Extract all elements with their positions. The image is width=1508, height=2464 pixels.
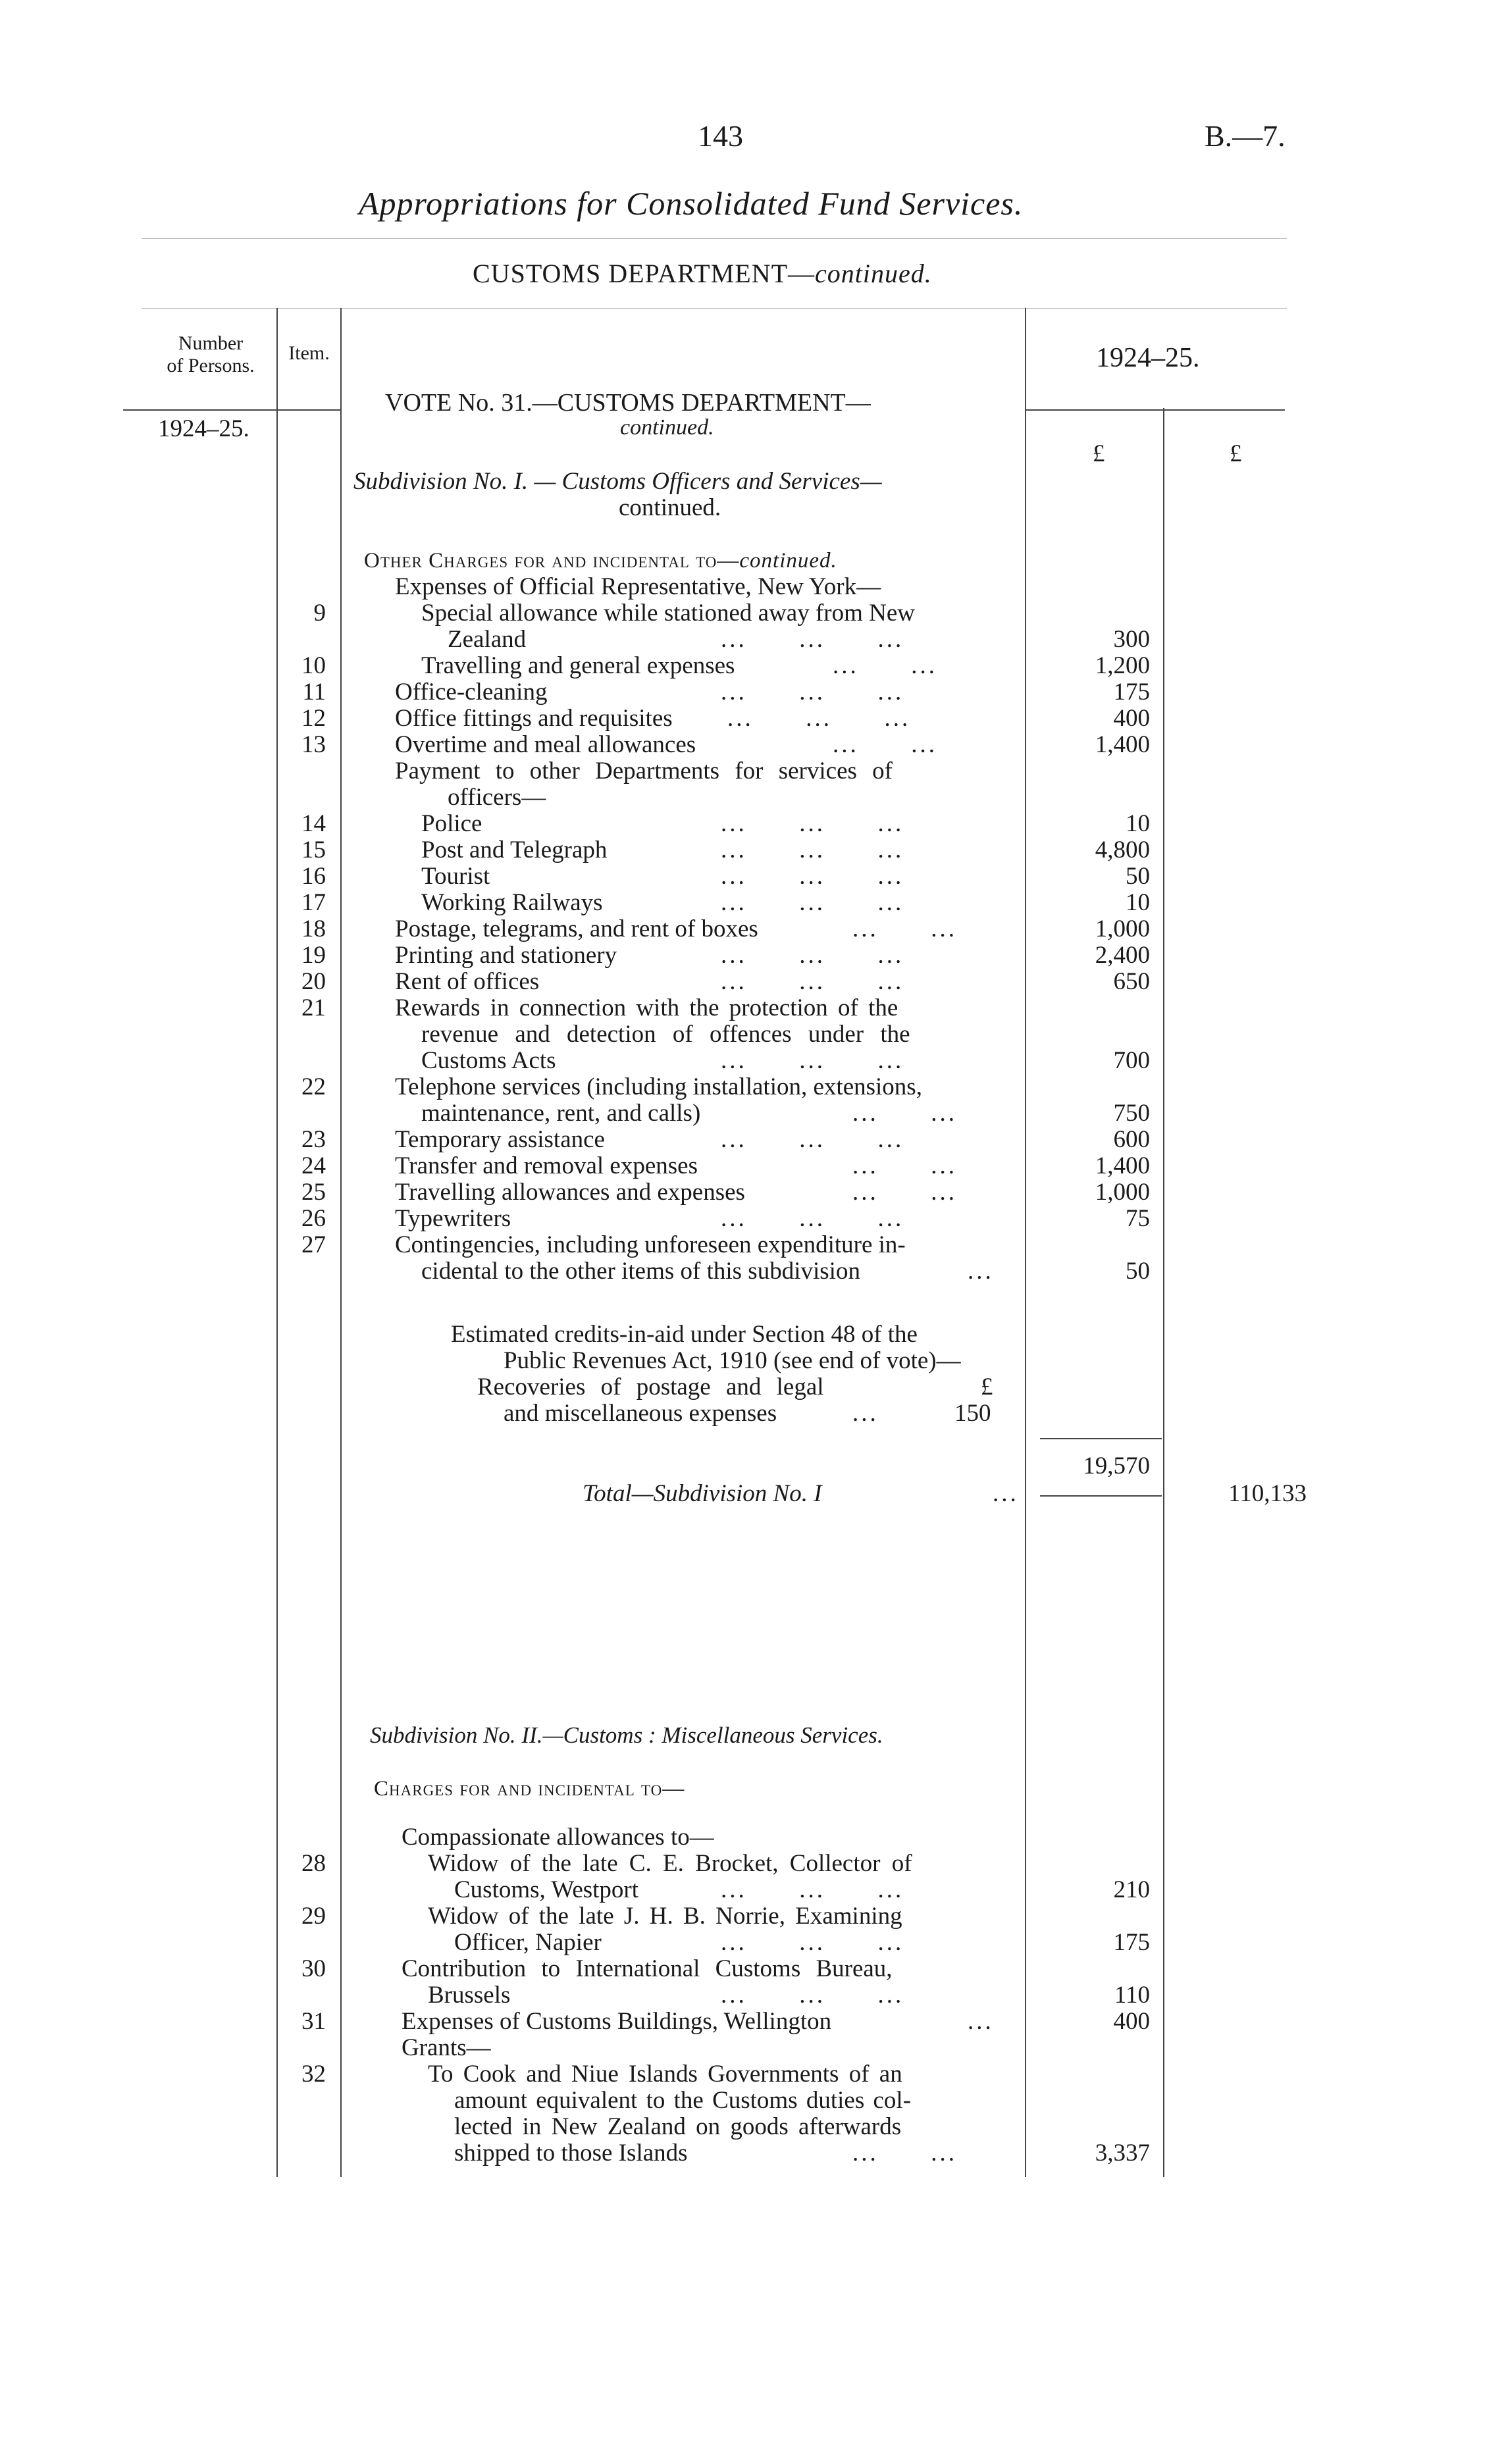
row-text: Compassionate allowances to— [402,1824,714,1851]
amount-header-rule [1025,409,1285,411]
department-continued: continued. [815,259,932,288]
subdivision-1-continued: continued. [619,494,721,521]
leader-dots: ... [968,2008,994,2035]
row-text: Expenses of Official Representative, New York— [395,573,881,600]
leader-dots: ... ... [852,1100,957,1127]
item-number: 31 [301,2008,326,2035]
row-text: Brussels [428,1982,511,2009]
col-divider-persons [276,308,278,2177]
row-text: Contribution to International Customs Bureau, [402,1955,893,1982]
row-amount: 10 [1126,889,1150,916]
row-amount: 175 [1113,679,1150,706]
row-text: Postage, telegrams, and rent of boxes [395,915,758,942]
leader-dots: ... ... ... [721,836,904,863]
row-text: Special allowance while stationed away from New [421,600,916,627]
pound-sign-col1: £ [1093,440,1105,467]
leader-dots: ... ... [852,1152,957,1179]
subdivision-1-subtotal: 19,570 [1083,1452,1150,1479]
row-amount: 50 [1126,1258,1150,1285]
credits-line-2: Public Revenues Act, 1910 (see end of vote)— [504,1347,961,1374]
row-text: Widow of the late C. E. Brocket, Collector of [428,1850,912,1877]
item-number: 24 [301,1152,326,1179]
row-text: Overtime and meal allowances [395,731,696,758]
item-number: 12 [301,705,326,732]
row-amount: 400 [1113,705,1150,732]
col-divider-text [1025,308,1026,2177]
item-number: 21 [301,994,326,1021]
row-text: Payment to other Departments for services of [395,757,893,784]
row-text: Office fittings and requisites [395,705,673,732]
row-text: Contingencies, including unforeseen expenditure in- [395,1231,906,1258]
credits-line-3: Recoveries of postage and legal [477,1373,824,1400]
item-number: 30 [301,1955,326,1982]
row-amount: 75 [1126,1205,1150,1232]
item-number: 19 [301,942,326,969]
leader-dots: ... ... ... [721,810,904,837]
subdivision-1-total-amount: 110,133 [1228,1480,1307,1507]
row-text: lected in New Zealand on goods afterwards [454,2113,902,2140]
item-number: 16 [301,863,326,890]
row-text: Transfer and removal expenses [395,1152,698,1179]
row-amount: 4,800 [1095,836,1150,863]
row-text: Customs, Westport [454,1876,639,1903]
persons-column-header [155,332,267,377]
credits-line-4: and miscellaneous expenses [504,1400,777,1427]
row-amount: 700 [1113,1047,1150,1074]
item-number: 25 [301,1179,326,1206]
item-number: 11 [302,679,326,706]
leader-dots: ... ... [852,2140,957,2167]
item-number: 10 [301,652,326,679]
row-amount: 3,337 [1095,2140,1150,2167]
leader-dots: ... [993,1480,1019,1507]
row-text: Travelling and general expenses [421,652,735,679]
item-number: 27 [301,1231,326,1258]
leader-dots: ... ... ... [721,679,904,706]
leader-dots: ... [852,1400,879,1427]
row-amount: 10 [1126,810,1150,837]
row-text: shipped to those Islands [454,2140,688,2167]
leader-dots: ... ... [833,652,937,679]
row-amount: 750 [1113,1100,1150,1127]
subdivision-2-charges-heading: Charges for and incidental to— [374,1777,685,1801]
item-number: 23 [301,1126,326,1153]
item-number: 20 [301,968,326,995]
credits-amount: 150 [954,1400,991,1427]
item-number: 17 [301,889,326,916]
title-rule [142,238,1287,239]
row-amount: 210 [1113,1876,1150,1903]
page-title: Appropriations for Consolidated Fund Services. [359,185,1024,222]
row-amount: 600 [1113,1126,1150,1153]
item-number: 29 [301,1903,326,1930]
page-number: 143 [698,119,743,153]
persons-year-label: 1924–25. [158,415,249,442]
row-text: Police [421,810,482,837]
row-text: Office-cleaning [395,679,548,706]
row-text: Printing and stationery [395,942,617,969]
leader-dots: ... ... ... [721,942,904,969]
row-text: Temporary assistance [395,1126,605,1153]
row-text: To Cook and Niue Islands Governments of an [428,2061,902,2088]
other-charges-heading [364,548,837,574]
department-heading [473,258,932,289]
leader-dots: ... ... [852,1179,957,1206]
leader-dots: ... ... ... [721,1047,904,1074]
row-text: maintenance, rent, and calls) [421,1100,701,1127]
row-text: Officer, Napier [454,1929,602,1956]
subtotal-top-rule [1040,1438,1162,1439]
department-name: CUSTOMS DEPARTMENT— [473,259,816,288]
row-amount: 1,200 [1095,652,1150,679]
row-amount: 1,400 [1095,731,1150,758]
credits-line-1: Estimated credits-in-aid under Section 48 of the [451,1321,918,1348]
leader-dots: ... ... ... [721,1929,904,1956]
row-text: Rewards in connection with the protection of the [395,994,898,1021]
row-amount: 110 [1114,1982,1150,2009]
subdivision-1-total-label: Total—Subdivision No. I [583,1480,822,1507]
row-text: amount equivalent to the Customs duties col- [454,2087,912,2114]
row-amount: 1,000 [1095,915,1150,942]
col-divider-item [340,308,342,2177]
item-number: 28 [301,1850,326,1877]
leader-dots: ... ... ... [721,889,904,916]
item-number: 32 [301,2061,326,2088]
item-number: 18 [301,915,326,942]
leader-dots: ... ... ... [721,1205,904,1232]
item-number: 26 [301,1205,326,1232]
subdivision-1-heading: Subdivision No. I. — Customs Officers and Services— [353,468,882,495]
document-reference: B.—7. [1205,119,1286,153]
row-text: cidental to the other items of this subdivision [421,1258,860,1285]
row-text: Post and Telegraph [421,836,608,863]
row-text: revenue and detection of offences under the [421,1021,910,1048]
persons-header-line2: of Persons. [167,355,255,376]
vote-heading-continued: continued. [620,415,714,440]
other-charges-text: Other Charges for and incidental to— [364,549,740,573]
col-divider-amount [1163,408,1164,2177]
leader-dots: ... ... [852,915,957,942]
item-column-header: Item. [288,342,330,364]
row-text: Telephone services (including installation, extensions, [395,1073,922,1100]
row-text: Tourist [421,863,490,890]
row-amount: 400 [1113,2008,1150,2035]
leader-dots: ... [968,1258,994,1285]
leader-dots: ... ... [833,731,937,758]
leader-dots: ... ... ... [721,968,904,995]
row-text: Expenses of Customs Buildings, Wellington [402,2008,832,2035]
leader-dots: ... ... ... [721,1126,904,1153]
row-text: Rent of offices [395,968,540,995]
leader-dots: ... ... ... [721,863,904,890]
row-amount: 2,400 [1095,942,1150,969]
row-amount: 650 [1113,968,1150,995]
row-text: Travelling allowances and expenses [395,1179,745,1206]
leader-dots: ... ... ... [721,626,904,653]
amount-year-label: 1924–25. [1096,343,1200,373]
leader-dots: ... ... ... [721,1982,904,2009]
row-text: Customs Acts [421,1047,556,1074]
row-text: Grants— [402,2034,491,2061]
item-number: 9 [313,600,326,627]
row-amount: 175 [1113,1929,1150,1956]
row-amount: 300 [1113,626,1150,653]
table-top-rule [142,308,1287,309]
item-number: 13 [301,731,326,758]
row-amount: 50 [1126,863,1150,890]
leader-dots: ... ... ... [721,1876,904,1903]
subdivision-2-heading: Subdivision No. II.—Customs : Miscellaneous Services. [370,1722,883,1748]
row-text: officers— [448,784,546,811]
row-amount: 1,000 [1095,1179,1150,1206]
item-number: 22 [301,1073,326,1100]
credits-pound-sign: £ [981,1373,993,1400]
leader-dots: ... ... ... [727,705,911,732]
subtotal-bottom-rule [1040,1495,1162,1497]
persons-header-rule [123,409,340,411]
persons-header-line1: Number [178,332,244,354]
row-text: Working Railways [421,889,603,916]
item-number: 15 [301,836,326,863]
row-text: Widow of the late J. H. B. Norrie, Examining [428,1903,902,1930]
item-number: 14 [301,810,326,837]
vote-heading: VOTE No. 31.—CUSTOMS DEPARTMENT— [385,389,871,417]
row-text: Zealand [448,626,527,653]
row-text: Typewriters [395,1205,511,1232]
row-amount: 1,400 [1095,1152,1150,1179]
other-charges-continued: continued. [739,549,837,573]
pound-sign-col2: £ [1230,440,1242,467]
